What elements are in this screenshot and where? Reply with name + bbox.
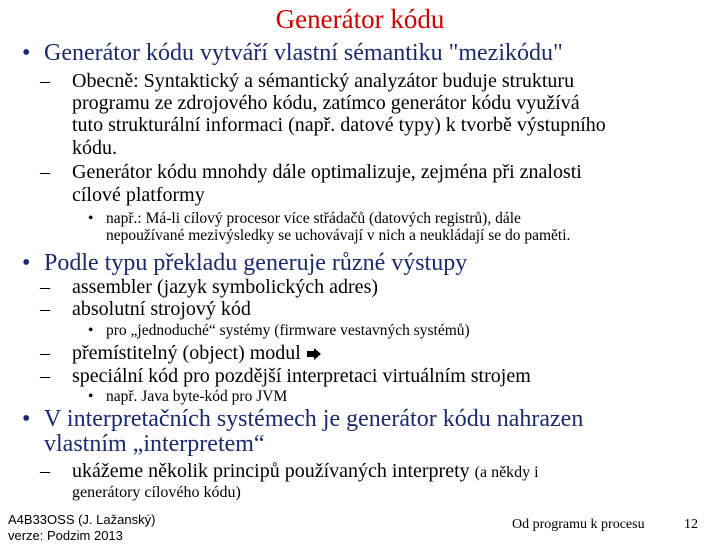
bullet-3-text-line: vlastním „interpretem“ bbox=[44, 431, 265, 457]
bullet-marker: • bbox=[88, 388, 94, 405]
bullet-marker: • bbox=[22, 406, 31, 432]
dash-marker: – bbox=[40, 70, 50, 92]
sub-text-line: Generátor kódu mnohdy dále optimalizuje, zejména při znalosti bbox=[72, 161, 582, 183]
dash-marker: – bbox=[40, 298, 50, 320]
interpreter-principles bbox=[72, 460, 539, 484]
dash-marker: – bbox=[40, 460, 50, 482]
sub-text-line: tuto strukturální informaci (např. datové typy) k tvorbě výstupního bbox=[72, 114, 606, 136]
interpreter-principles-line2: generátory cílového kódu) bbox=[72, 484, 241, 501]
sub-text-line: kódu. bbox=[72, 137, 117, 159]
dash-marker: – bbox=[40, 342, 50, 364]
bullet-3-text-line: V interpretačních systémech je generátor kódu nahrazen bbox=[44, 406, 584, 432]
sub-text-line: cílové platformy bbox=[72, 184, 205, 206]
footer-course-info bbox=[8, 512, 155, 544]
detail-text-line: pro „jednoduché“ systémy (firmware vestavných systémů) bbox=[106, 322, 470, 339]
right-arrow-icon bbox=[307, 348, 321, 360]
output-object-module bbox=[72, 342, 321, 364]
interpreter-principles-text: ukážeme několik principů používaných interprety bbox=[72, 460, 470, 482]
dash-marker: – bbox=[40, 276, 50, 298]
footer-section-title: Od programu k procesu bbox=[512, 517, 645, 532]
slide-title: Generátor kódu bbox=[275, 4, 445, 34]
sub-text-line: Obecně: Syntaktický a sémantický analyzátor buduje strukturu bbox=[72, 70, 575, 92]
bullet-marker: • bbox=[88, 210, 94, 227]
detail-text-line: např. Java byte-kód pro JVM bbox=[106, 388, 288, 405]
dash-marker: – bbox=[40, 161, 50, 183]
detail-text-line: např.: Má-li cílový procesor více střádačů (datových registrů), dále bbox=[106, 210, 521, 227]
output-assembler: assembler (jazyk symbolických adres) bbox=[72, 276, 379, 298]
interpreter-principles-small: (a někdy i bbox=[474, 464, 539, 481]
output-special-code: speciální kód pro pozdější interpretaci virtuálním strojem bbox=[72, 365, 531, 387]
footer-term: verze: Podzim 2013 bbox=[8, 528, 123, 543]
footer-course: A4B33OSS (J. Lažanský) bbox=[8, 512, 156, 527]
bullet-marker: • bbox=[22, 40, 31, 66]
dash-marker: – bbox=[40, 365, 50, 387]
bullet-1-text: Generátor kódu vytváří vlastní sémantiku "mezikódu" bbox=[44, 40, 563, 66]
output-absolute-code: absolutní strojový kód bbox=[72, 298, 251, 320]
bullet-marker: • bbox=[22, 250, 31, 276]
output-object-module-text: přemístitelný (object) modul bbox=[72, 342, 301, 364]
detail-text-line: nepoužívané mezivýsledky se uchovávají v nich a neukládají se do paměti. bbox=[106, 227, 571, 244]
bullet-marker: • bbox=[88, 322, 94, 339]
page-number: 12 bbox=[684, 517, 698, 532]
sub-text-line: programu ze zdrojového kódu, zatímco generátor kódu využívá bbox=[72, 92, 580, 114]
bullet-2-text: Podle typu překladu generuje různé výstupy bbox=[44, 250, 468, 276]
